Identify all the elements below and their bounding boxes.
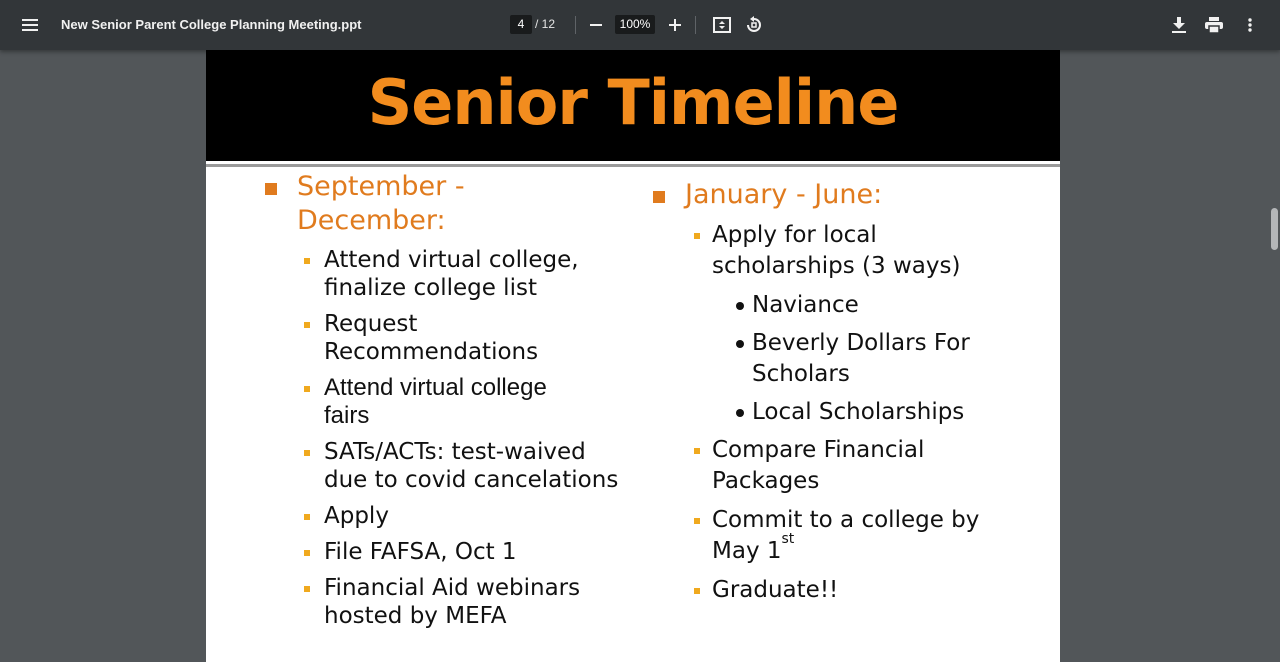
- more-options-button[interactable]: [1234, 9, 1266, 41]
- round-bullet-icon: [736, 340, 744, 348]
- list-item: Apply: [264, 502, 624, 530]
- square-bullet-icon: [694, 588, 700, 594]
- square-bullet-icon: [304, 586, 310, 592]
- list-item: Beverly Dollars For Scholars: [652, 328, 1032, 390]
- section-heading-jan-jun: January - June:: [652, 178, 1032, 212]
- slide-header: [206, 50, 1060, 161]
- square-bullet-icon: [265, 183, 277, 195]
- list-item: Commit to a college by May 1st: [652, 505, 1032, 567]
- square-bullet-icon: [304, 450, 310, 456]
- square-bullet-icon: [304, 550, 310, 556]
- list-item: SATs/ACTs: test-waived due to covid cancelations: [264, 438, 624, 494]
- square-bullet-icon: [694, 233, 700, 239]
- round-bullet-icon: [736, 302, 744, 310]
- print-icon: [1205, 17, 1223, 33]
- list-item: Financial Aid webinars hosted by MEFA: [264, 574, 624, 630]
- list-item: File FAFSA, Oct 1: [264, 538, 624, 566]
- plus-icon: [669, 19, 681, 31]
- list-item: Naviance: [652, 290, 1032, 321]
- square-bullet-icon: [694, 448, 700, 454]
- sep-dec-list: [264, 246, 624, 630]
- minus-icon: [590, 19, 602, 31]
- round-bullet-icon: [736, 409, 744, 417]
- scholarship-ways-list: [652, 290, 1032, 428]
- list-item: Local Scholarships: [652, 397, 1032, 428]
- list-item: Graduate!!: [652, 575, 1032, 606]
- list-item: Compare Financial Packages: [652, 435, 1032, 497]
- divider: [695, 16, 696, 34]
- scrollbar-thumb[interactable]: [1271, 208, 1278, 250]
- jan-jun-list-continued: [652, 435, 1032, 606]
- menu-button[interactable]: [14, 9, 46, 41]
- jan-jun-list: [652, 220, 1032, 282]
- square-bullet-icon: [694, 518, 700, 524]
- right-column: [652, 178, 1032, 614]
- zoom-input[interactable]: 100%: [615, 15, 655, 34]
- square-bullet-icon: [653, 191, 665, 203]
- square-bullet-icon: [304, 258, 310, 264]
- menu-icon: [22, 18, 38, 32]
- more-vert-icon: [1248, 18, 1252, 32]
- pdf-toolbar: [0, 0, 1280, 50]
- fit-to-page-button[interactable]: [706, 9, 738, 41]
- page-number-input[interactable]: 4: [510, 15, 532, 34]
- scrollbar[interactable]: [1268, 50, 1280, 662]
- square-bullet-icon: [304, 514, 310, 520]
- fit-to-page-icon: [713, 17, 731, 33]
- list-item: Apply for local scholarships (3 ways): [652, 220, 1032, 282]
- square-bullet-icon: [304, 386, 310, 392]
- divider: [575, 16, 576, 34]
- list-item: Attend virtual college fairs: [264, 374, 624, 430]
- download-button[interactable]: [1163, 9, 1195, 41]
- section-heading-sep-dec: September - December:: [264, 170, 624, 238]
- document-title: New Senior Parent College Planning Meeting.ppt: [61, 17, 362, 32]
- rotate-button[interactable]: [738, 9, 770, 41]
- zoom-in-button[interactable]: [659, 9, 691, 41]
- square-bullet-icon: [304, 322, 310, 328]
- list-item: Attend virtual college, finalize college list: [264, 246, 624, 302]
- left-column: [264, 170, 624, 638]
- download-icon: [1172, 17, 1186, 33]
- slide-page: [206, 50, 1060, 662]
- print-button[interactable]: [1198, 9, 1230, 41]
- slide-title: Senior Timeline: [367, 66, 899, 139]
- page-total: / 12: [535, 17, 556, 31]
- header-divider: [206, 164, 1060, 167]
- zoom-out-button[interactable]: [580, 9, 612, 41]
- rotate-icon: [745, 16, 763, 34]
- list-item: Request Recommendations: [264, 310, 624, 366]
